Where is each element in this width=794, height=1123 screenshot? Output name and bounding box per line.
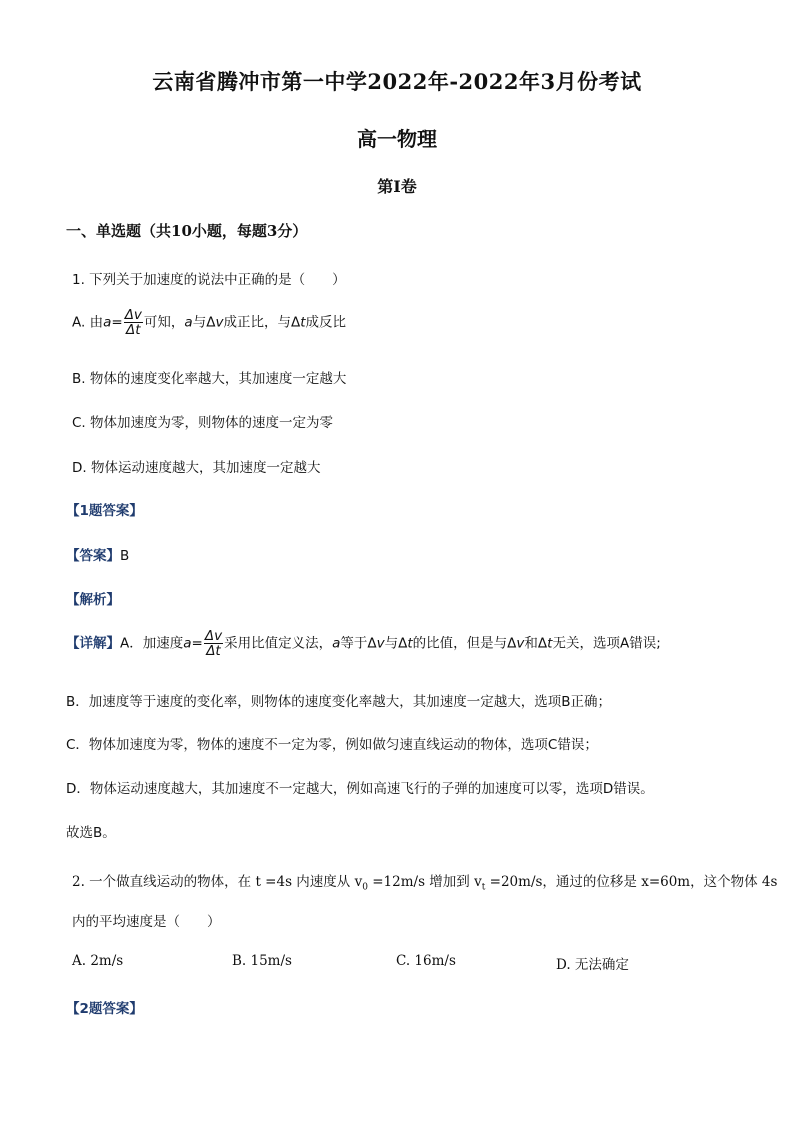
q1-opt-a-text1: 可知， xyxy=(143,314,185,331)
q1-opt-a-v: v xyxy=(215,314,224,331)
q1-opt-a-var2: a xyxy=(184,314,193,331)
q2-stem-line2: 内的平均速度是（ ） xyxy=(72,914,221,930)
q2-stem-part3: =20m/s，通过的位移是 x=60m，这个物体 4s xyxy=(485,874,778,890)
detail-a-text7: 无关，选项A错误; xyxy=(552,635,661,652)
fraction-dv-dt-detail xyxy=(204,629,223,658)
section-heading: 一、单选题（共10小题，每题3分） xyxy=(66,222,308,240)
detail-a-text1: A．加速度 xyxy=(120,635,184,652)
detail-a-var2: a xyxy=(332,635,341,652)
q1-analysis-tag: 【解析】 xyxy=(66,592,120,608)
q1-detail-c: C．物体加速度为零，物体的速度不一定为零，例如做匀速直线运动的物体，选项C错误； xyxy=(66,737,598,753)
q2-sub-t: t xyxy=(481,882,486,893)
q1-opt-a-t: t xyxy=(300,314,306,331)
q2-stem-part1: 2. 一个做直线运动的物体，在 t =4s 内速度从 v xyxy=(72,874,363,890)
fraction-denominator: Δt xyxy=(126,322,141,339)
q1-conclusion: 故选B。 xyxy=(66,825,116,841)
detail-a-text3: 等于Δ xyxy=(340,635,377,652)
detail-label: 【详解】 xyxy=(66,635,120,652)
detail-a-eq: = xyxy=(191,635,203,652)
detail-a-v2: v xyxy=(516,635,525,652)
q1-option-a xyxy=(72,308,346,337)
q1-answer-tag: 【1题答案】 xyxy=(66,503,143,519)
detail-a-v: v xyxy=(376,635,385,652)
exam-title: 云南省腾冲市第一中学2022年-2022年3月份考试 xyxy=(152,69,642,94)
q2-option-a: A. 2m/s xyxy=(72,953,124,969)
detail-a-t2: t xyxy=(547,635,553,652)
q2-option-b: B. 15m/s xyxy=(232,953,292,969)
q2-option-d: D. 无法确定 xyxy=(556,957,629,973)
q1-opt-a-text3: 成正比，与Δ xyxy=(223,314,301,331)
detail-a-text2: 采用比值定义法， xyxy=(224,635,333,652)
q1-option-d: D. 物体运动速度越大，其加速度一定越大 xyxy=(72,460,321,476)
q1-opt-a-text4: 成反比 xyxy=(305,314,346,331)
detail-a-text6: 和Δ xyxy=(524,635,548,652)
detail-a-text5: 的比值，但是与Δ xyxy=(412,635,517,652)
fraction-numerator: Δv xyxy=(204,628,223,644)
q1-opt-a-var: a xyxy=(103,314,112,331)
q1-option-c: C. 物体加速度为零，则物体的速度一定为零 xyxy=(72,415,334,431)
detail-a-t: t xyxy=(407,635,413,652)
q2-answer-tag: 【2题答案】 xyxy=(66,1001,143,1017)
q1-option-b: B. 物体的速度变化率越大，其加速度一定越大 xyxy=(72,371,347,387)
q1-opt-a-eq: = xyxy=(111,314,123,331)
q2-stem-part2: =12m/s 增加到 v xyxy=(367,874,482,890)
detail-a-var: a xyxy=(183,635,192,652)
detail-a-text4: 与Δ xyxy=(384,635,408,652)
subject-title: 高一物理 xyxy=(357,127,437,151)
q2-sub-0: 0 xyxy=(362,882,368,893)
q1-opt-a-prefix: A. 由 xyxy=(72,314,104,331)
q1-stem: 1. 下列关于加速度的说法中正确的是（ ） xyxy=(72,272,346,288)
q1-detail-b: B．加速度等于速度的变化率，则物体的速度变化率越大，其加速度一定越大，选项B正确； xyxy=(66,694,612,710)
q2-stem-line1 xyxy=(72,870,777,893)
q1-detail-d: D．物体运动速度越大，其加速度不一定越大，例如高速飞行的子弹的加速度可以零，选项D错误。 xyxy=(66,781,654,797)
fraction-denominator: Δt xyxy=(206,643,221,660)
answer-value: B xyxy=(120,548,130,564)
fraction-numerator: Δv xyxy=(124,307,142,323)
answer-label: 【答案】 xyxy=(66,548,120,564)
volume-label: 第I卷 xyxy=(377,177,417,196)
q1-answer xyxy=(66,544,129,564)
q2-option-c: C. 16m/s xyxy=(396,953,456,969)
q1-detail-a xyxy=(66,629,661,658)
q1-opt-a-text2: 与Δ xyxy=(192,314,216,331)
fraction-dv-dt xyxy=(124,308,143,337)
